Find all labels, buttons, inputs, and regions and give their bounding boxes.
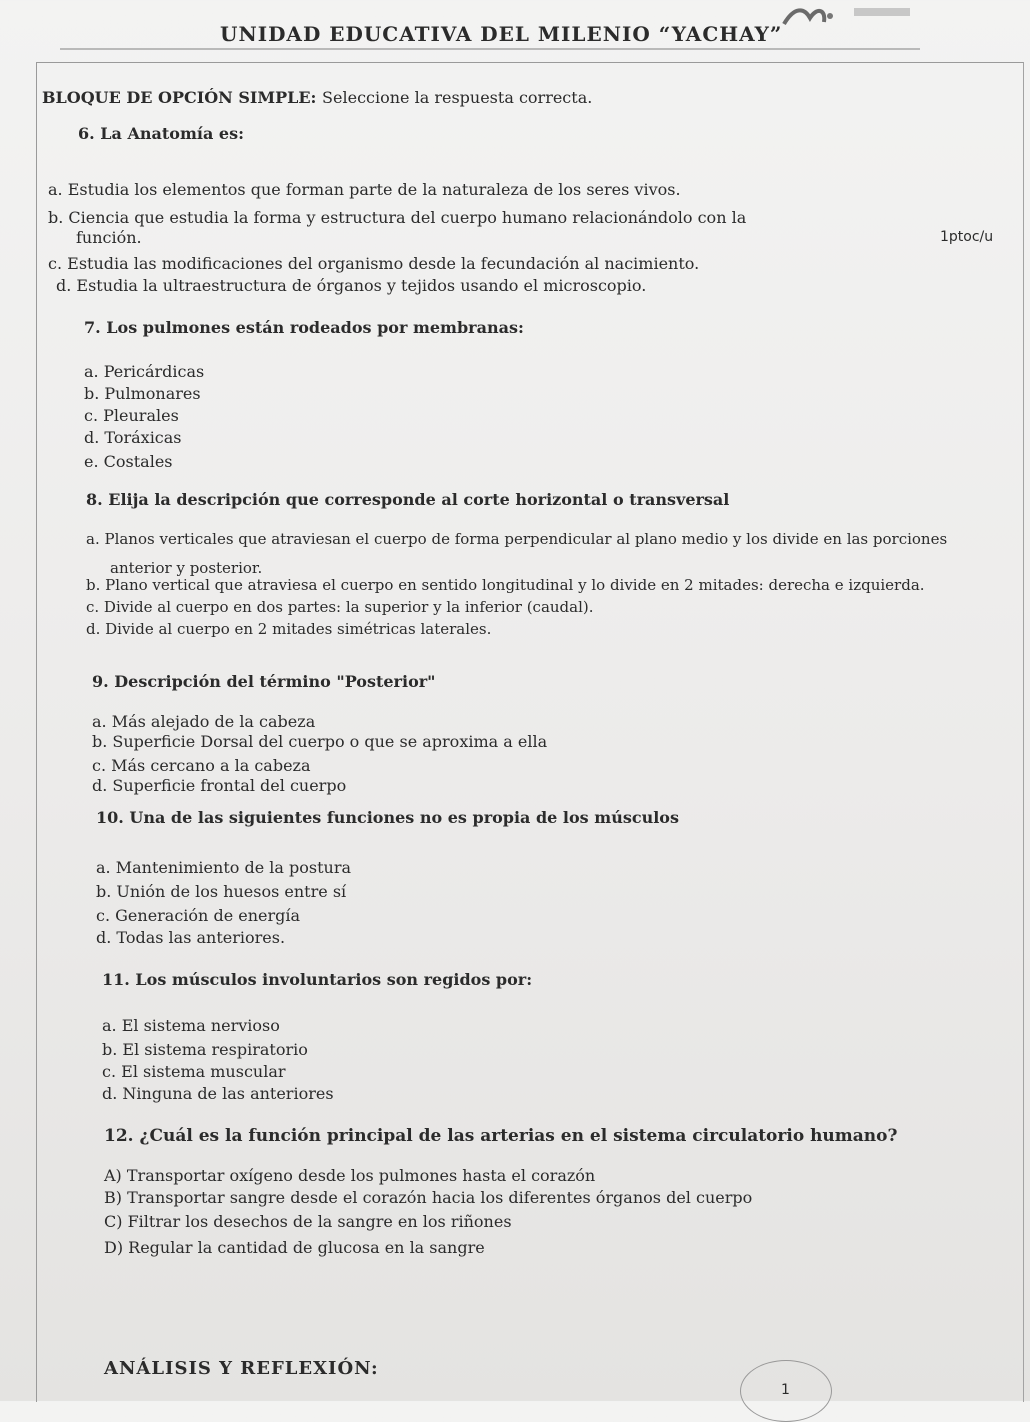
q7-option-a: a. Pericárdicas	[84, 362, 205, 381]
q6-option-b: b. Ciencia que estudia la forma y estructura del cuerpo humano relacionándolo con la	[48, 208, 747, 227]
page-number: 1	[781, 1382, 790, 1398]
q10-option-c: c. Generación de energía	[96, 906, 301, 925]
block-heading	[42, 88, 592, 107]
analysis-title: ANÁLISIS Y REFLEXIÓN:	[104, 1358, 379, 1379]
q7-option-c: c. Pleurales	[84, 406, 179, 425]
q10-option-a: a. Mantenimiento de la postura	[96, 858, 352, 877]
q8-option-d: d. Divide al cuerpo en 2 mitades simétricas laterales.	[86, 620, 492, 638]
q10-option-d: d. Todas las anteriores.	[96, 928, 286, 947]
q9-option-a: a. Más alejado de la cabeza	[92, 712, 316, 731]
q8-option-a-cont: anterior y posterior.	[110, 559, 263, 577]
q10-option-b: b. Unión de los huesos entre sí	[96, 882, 347, 901]
question-7: 7. Los pulmones están rodeados por membranas:	[84, 318, 524, 337]
q6-option-b-cont: función.	[76, 228, 142, 247]
block-title: BLOQUE DE OPCIÓN SIMPLE:	[42, 88, 317, 107]
q12-option-c: C) Filtrar los desechos de la sangre en los riñones	[104, 1212, 512, 1231]
school-name: UNIDAD EDUCATIVA DEL MILENIO “YACHAY”	[220, 22, 783, 46]
question-8: 8. Elija la descripción que corresponde al corte horizontal o transversal	[86, 490, 730, 509]
q11-option-d: d. Ninguna de las anteriores	[102, 1084, 334, 1103]
block-instruction: Seleccione la respuesta correcta.	[322, 88, 593, 107]
q9-option-c: c. Más cercano a la cabeza	[92, 756, 311, 775]
score-note: 1ptoc/u	[940, 229, 994, 245]
q11-option-b: b. El sistema respiratorio	[102, 1040, 308, 1059]
question-12: 12. ¿Cuál es la función principal de las arterias en el sistema circulatorio humano?	[104, 1126, 898, 1146]
header-rule	[60, 48, 920, 50]
question-10: 10. Una de las siguientes funciones no es propia de los músculos	[96, 808, 679, 827]
q12-option-a: A) Transportar oxígeno desde los pulmones hasta el corazón	[104, 1166, 596, 1185]
q9-option-b: b. Superficie Dorsal del cuerpo o que se aproxima a ella	[92, 732, 548, 751]
school-logo-icon	[764, 2, 914, 30]
q11-option-a: a. El sistema nervioso	[102, 1016, 280, 1035]
q12-option-d: D) Regular la cantidad de glucosa en la sangre	[104, 1238, 485, 1257]
question-11: 11. Los músculos involuntarios son regidos por:	[102, 970, 533, 989]
question-9: 9. Descripción del término "Posterior"	[92, 672, 436, 691]
q12-option-b: B) Transportar sangre desde el corazón hacia los diferentes órganos del cuerpo	[104, 1188, 753, 1207]
q9-option-d: d. Superficie frontal del cuerpo	[92, 776, 347, 795]
q7-option-e: e. Costales	[84, 452, 173, 471]
q8-option-c: c. Divide al cuerpo en dos partes: la superior y la inferior (caudal).	[86, 598, 594, 616]
q6-option-c: c. Estudia las modificaciones del organismo desde la fecundación al nacimiento.	[48, 254, 700, 273]
q7-option-d: d. Toráxicas	[84, 428, 182, 447]
q7-option-b: b. Pulmonares	[84, 384, 201, 403]
q6-option-d: d. Estudia la ultraestructura de órganos y tejidos usando el microscopio.	[56, 276, 647, 295]
q8-option-b: b. Plano vertical que atraviesa el cuerpo en sentido longitudinal y lo divide en 2 mitades: derecha e izquierda.	[86, 576, 925, 594]
q8-option-a: a. Planos verticales que atraviesan el cuerpo de forma perpendicular al plano medio y los divide en las porciones	[86, 530, 948, 548]
q6-option-a: a. Estudia los elementos que forman parte de la naturaleza de los seres vivos.	[48, 180, 681, 199]
question-6: 6. La Anatomía es:	[78, 124, 244, 143]
q11-option-c: c. El sistema muscular	[102, 1062, 286, 1081]
